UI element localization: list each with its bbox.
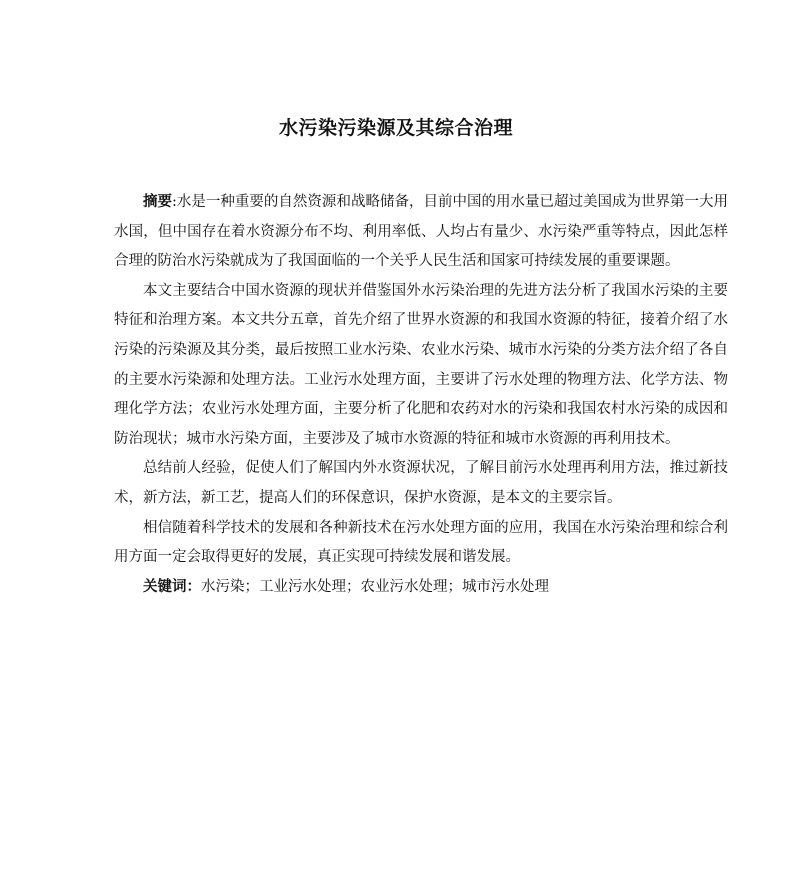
keywords-paragraph [114,573,728,603]
page-title: 水污染污染源及其综合治理 [278,117,513,139]
body-paragraph-3: 相信随着科学技术的发展和各种新技术在污水处理方面的应用，我国在水污染治理和综合利用方面一定会取得更好的发展，真正实现可持续发展和谐发展。 [114,519,728,566]
abstract-paragraph [114,188,728,277]
abstract-body [114,188,728,602]
body-paragraph-1: 本文主要结合中国水资源的现状并借鉴国外水污染治理的先进方法分析了我国水污染的主要特征和治理方案。本文共分五章，首先介绍了世界水资源的和我国水资源的特征，接着介绍了水污染的污染源及其分类，最后按照工业水污染、农业水污染、城市水污染的分类方法介绍了各自的主要水污染源和处理方法。工业污水处理方面，主要讲了污水处理的物理方法、化学方法、物理化学方法；农业污水处理方面，主要分析了化肥和农药对水的污染和我国农村水污染的成因和防治现状；城市水污染方面，主要涉及了城市水资源的特征和城市水资源的再利用技术。 [114,282,728,447]
abstract-text: 水是一种重要的自然资源和战略储备，目前中国的用水量已超过美国成为世界第一大用水国，但中国存在着水资源分布不均、利用率低、人均占有量少、水污染严重等特点，因此怎样合理的防治水污染就成为了我国面临的一个关乎人民生活和国家可持续发展的重要课题。 [114,194,729,270]
body-paragraph-2: 总结前人经验，促使人们了解国内外水资源状况，了解目前污水处理再利用方法，推过新技术，新方法，新工艺，提高人们的环保意识，保护水资源，是本文的主要宗旨。 [114,460,728,506]
keywords-label: 关键词： [143,578,201,595]
abstract-separator: : [172,194,177,210]
abstract-label: 摘要 [143,194,173,210]
keywords-text: 水污染；工业污水处理；农业污水处理；城市污水处理 [201,578,549,595]
